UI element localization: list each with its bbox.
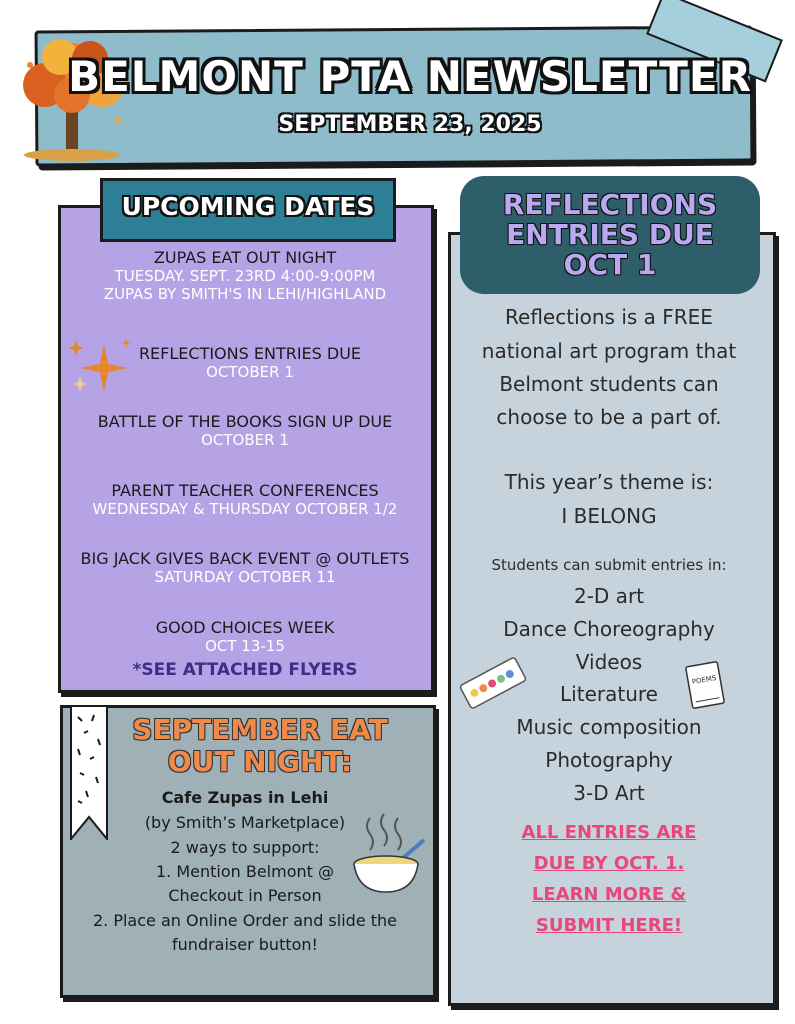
learn-more-link[interactable]: LEARN MORE &: [531, 884, 687, 905]
category-item: 2-D art: [573, 584, 645, 608]
poems-book-icon: [683, 660, 727, 710]
event-name: GOOD CHOICES WEEK: [155, 618, 335, 637]
entries-due-link[interactable]: ALL ENTRIES ARE: [521, 822, 697, 843]
event-detail: OCT 13-15: [205, 637, 285, 655]
categories-intro: Students can submit entries in:: [491, 556, 727, 574]
event-name: BIG JACK GIVES BACK EVENT @ OUTLETS: [80, 549, 410, 568]
event-name: BATTLE OF THE BOOKS SIGN UP DUE: [97, 412, 393, 431]
upcoming-dates-title: UPCOMING DATES: [121, 192, 375, 221]
event-detail: OCTOBER 1: [206, 363, 294, 381]
eat-out-place: Cafe Zupas in Lehi: [161, 788, 329, 807]
see-flyers-note: *SEE ATTACHED FLYERS: [132, 660, 358, 680]
reflections-intro: Belmont students can: [499, 372, 719, 396]
eat-out-line: 2 ways to support:: [170, 838, 320, 857]
event-battle-books: [62, 412, 428, 449]
entries-due-link[interactable]: DUE BY OCT. 1.: [533, 853, 685, 874]
event-detail: WEDNESDAY & THURSDAY OCTOBER 1/2: [92, 500, 398, 518]
reflections-title-line: REFLECTIONS: [502, 188, 718, 221]
reflections-theme: I BELONG: [561, 504, 657, 528]
reflections-title-line: ENTRIES DUE: [506, 218, 714, 251]
eat-out-line: 1. Mention Belmont @: [155, 862, 334, 881]
category-item: Videos: [575, 650, 643, 674]
event-zupas: [62, 248, 428, 303]
eat-out-night-title: [110, 714, 410, 778]
reflections-intro: Reflections is a FREE: [505, 305, 713, 329]
category-item: Dance Choreography: [503, 617, 715, 641]
event-big-jack: [62, 549, 428, 586]
sparkle-icon: [66, 336, 136, 398]
eat-out-line: fundraiser button!: [172, 935, 318, 954]
eat-out-line: 2. Place an Online Order and slide the: [92, 911, 397, 930]
reflections-theme-label: This year’s theme is:: [504, 470, 714, 494]
eat-title-line: OUT NIGHT:: [167, 745, 353, 778]
category-item: 3-D Art: [573, 781, 645, 805]
event-detail: ZUPAS BY SMITH'S IN LEHI/HIGHLAND: [103, 285, 387, 303]
event-name: ZUPAS EAT OUT NIGHT: [153, 248, 337, 267]
event-detail: TUESDAY. SEPT. 23RD 4:00-9:00PM: [114, 267, 376, 285]
reflections-title: [460, 190, 760, 280]
event-good-choices: [62, 618, 428, 655]
category-item: Literature: [560, 682, 658, 706]
eat-out-line: Checkout in Person: [168, 886, 322, 905]
eat-title-line: SEPTEMBER EAT: [132, 713, 388, 746]
event-detail: OCTOBER 1: [201, 431, 289, 449]
submit-here-link[interactable]: SUBMIT HERE!: [535, 915, 683, 936]
newsletter-title: BELMONT PTA NEWSLETTER: [68, 52, 752, 101]
reflections-intro: national art program that: [481, 339, 737, 363]
newsletter-date: SEPTEMBER 23, 2025: [278, 112, 542, 137]
event-reflections: [130, 344, 370, 381]
paint-palette-icon: [458, 652, 528, 714]
soup-bowl-icon: [350, 810, 430, 895]
poems-label: POEMS: [691, 673, 717, 687]
reflections-intro: choose to be a part of.: [496, 405, 722, 429]
eat-out-line: (by Smith’s Marketplace): [144, 813, 346, 832]
event-conferences: [62, 481, 428, 518]
category-item: Music composition: [516, 715, 702, 739]
event-name: PARENT TEACHER CONFERENCES: [111, 481, 379, 500]
reflections-title-line: OCT 1: [563, 248, 657, 281]
event-detail: SATURDAY OCTOBER 11: [154, 568, 336, 586]
event-name: REFLECTIONS ENTRIES DUE: [138, 344, 362, 363]
category-item: Photography: [545, 748, 673, 772]
